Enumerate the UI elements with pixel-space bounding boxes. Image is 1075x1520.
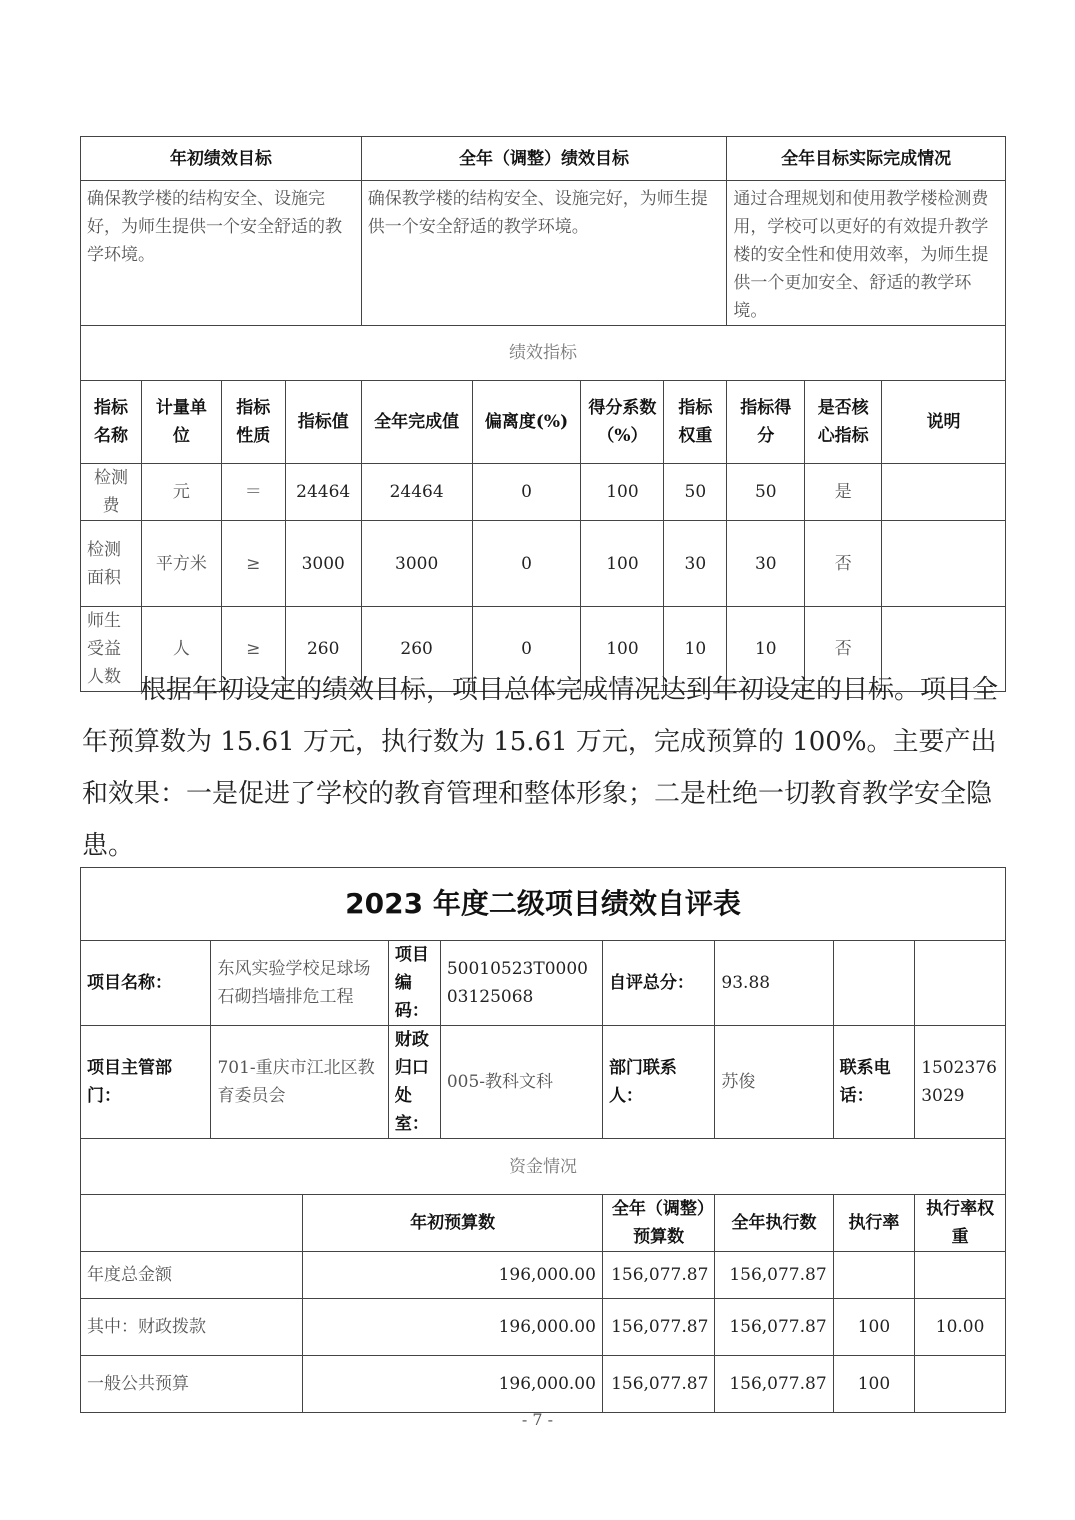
- project-code-value: 50010523T000003125068: [440, 941, 602, 1026]
- col-target: 指标值: [285, 381, 361, 464]
- table-title: 2023 年度二级项目绩效自评表: [81, 868, 1006, 941]
- fund-adjusted: 156,077.87: [602, 1356, 714, 1413]
- col-deviation: 偏离度(%): [472, 381, 581, 464]
- fund-label: 年度总金额: [81, 1252, 303, 1299]
- fund-col-weight: 执行率权重: [915, 1195, 1006, 1252]
- cell-unit: 人: [141, 607, 221, 692]
- cell-target: 3000: [285, 521, 361, 607]
- dept-value: 701-重庆市江北区教育委员会: [211, 1026, 388, 1139]
- fund-adjusted: 156,077.87: [602, 1299, 714, 1356]
- contact-label: 部门联系人：: [602, 1026, 714, 1139]
- empty-cell: [833, 941, 915, 1026]
- cell-weight: 30: [664, 521, 727, 607]
- fund-executed: 156,077.87: [715, 1356, 833, 1413]
- self-evaluation-table: [80, 867, 1006, 1413]
- project-name-label: 项目名称：: [81, 941, 211, 1026]
- cell-core: 是: [805, 464, 882, 521]
- score-value: 93.88: [715, 941, 833, 1026]
- fund-col-initial: 年初预算数: [303, 1195, 603, 1252]
- summary-paragraph: [82, 664, 1008, 872]
- fund-label: 一般公共预算: [81, 1356, 303, 1413]
- cell-target: 24464: [285, 464, 361, 521]
- cell-weight: 50: [664, 464, 727, 521]
- fund-initial: 196,000.00: [303, 1299, 603, 1356]
- project-code-label: 项目编码：: [388, 941, 440, 1026]
- empty-cell: [915, 941, 1006, 1026]
- cell-coefficient: 100: [581, 607, 664, 692]
- phone-label: 联系电话：: [833, 1026, 915, 1139]
- fund-weight: 10.00: [915, 1299, 1006, 1356]
- cell-coefficient: 100: [581, 521, 664, 607]
- cell-note: [882, 464, 1006, 521]
- cell-coefficient: 100: [581, 464, 664, 521]
- fund-adjusted: 156,077.87: [602, 1252, 714, 1299]
- fund-col-blank: [81, 1195, 303, 1252]
- table-row: [81, 464, 1006, 521]
- cell-score: 10: [727, 607, 805, 692]
- summary-text: 根据年初设定的绩效目标，项目总体完成情况达到年初设定的目标。项目全年预算数为 15.61 万元，执行数为 15.61 万元，完成预算的 100%。主要产出和效果：一是促进了学校的教育管理和整体形象；二是杜绝一切教育教学安全隐患。: [82, 675, 999, 861]
- cell-core: 否: [805, 607, 882, 692]
- cell-score: 30: [727, 521, 805, 607]
- fund-row: [81, 1252, 1006, 1299]
- phone-value: 15023763029: [915, 1026, 1006, 1139]
- col-actual: 全年完成值: [361, 381, 472, 464]
- actual-completion-text: 通过合理规划和使用教学楼检测费用，学校可以更好的有效提升教学楼的安全性和使用效率，为师生提供一个更加安全、舒适的教学环境。: [727, 181, 1006, 326]
- fund-weight: [915, 1252, 1006, 1299]
- col-weight: 指标权重: [664, 381, 727, 464]
- page-number: - 7 -: [521, 1410, 554, 1429]
- table-row: [81, 521, 1006, 607]
- initial-goal-text: 确保教学楼的结构安全、设施完好，为师生提供一个安全舒适的教学环境。: [81, 181, 362, 326]
- fund-label: 其中：财政拨款: [81, 1299, 303, 1356]
- cell-weight: 10: [664, 607, 727, 692]
- dept-label: 项目主管部门：: [81, 1026, 211, 1139]
- cell-name: 师生受益人数: [81, 607, 142, 692]
- col-core: 是否核心指标: [805, 381, 882, 464]
- fund-row: [81, 1356, 1006, 1413]
- score-label: 自评总分：: [602, 941, 714, 1026]
- finance-value: 005-教科文科: [440, 1026, 602, 1139]
- cell-name: 检测费: [81, 464, 142, 521]
- section-performance-indicators: 绩效指标: [81, 326, 1006, 381]
- cell-nature: ＝: [221, 464, 285, 521]
- adjusted-goal-text: 确保教学楼的结构安全、设施完好，为师生提供一个安全舒适的教学环境。: [361, 181, 727, 326]
- contact-value: 苏俊: [715, 1026, 833, 1139]
- col-score: 指标得分: [727, 381, 805, 464]
- cell-deviation: 0: [472, 607, 581, 692]
- performance-goals-table: [80, 136, 1006, 692]
- fund-col-executed: 全年执行数: [715, 1195, 833, 1252]
- cell-actual: 24464: [361, 464, 472, 521]
- cell-note: [882, 521, 1006, 607]
- col-unit: 计量单位: [141, 381, 221, 464]
- fund-col-rate: 执行率: [833, 1195, 915, 1252]
- header-initial-goal: 年初绩效目标: [81, 137, 362, 181]
- cell-deviation: 0: [472, 521, 581, 607]
- col-note: 说明: [882, 381, 1006, 464]
- fund-executed: 156,077.87: [715, 1252, 833, 1299]
- cell-deviation: 0: [472, 464, 581, 521]
- finance-label: 财政归口处室：: [388, 1026, 440, 1139]
- cell-nature: ≥: [221, 521, 285, 607]
- cell-target: 260: [285, 607, 361, 692]
- project-name-value: 东风实验学校足球场石砌挡墙排危工程: [211, 941, 388, 1026]
- fund-row: [81, 1299, 1006, 1356]
- col-indicator-name: 指标名称: [81, 381, 142, 464]
- cell-score: 50: [727, 464, 805, 521]
- cell-unit: 元: [141, 464, 221, 521]
- col-coefficient: 得分系数（%）: [581, 381, 664, 464]
- cell-actual: 3000: [361, 521, 472, 607]
- fund-initial: 196,000.00: [303, 1356, 603, 1413]
- cell-actual: 260: [361, 607, 472, 692]
- fund-rate: [833, 1252, 915, 1299]
- fund-col-adjusted: 全年（调整）预算数: [602, 1195, 714, 1252]
- cell-name: 检测面积: [81, 521, 142, 607]
- fund-rate: 100: [833, 1299, 915, 1356]
- fund-rate: 100: [833, 1356, 915, 1413]
- cell-unit: 平方米: [141, 521, 221, 607]
- cell-core: 否: [805, 521, 882, 607]
- col-nature: 指标性质: [221, 381, 285, 464]
- fund-weight: [915, 1356, 1006, 1413]
- section-funds: 资金情况: [81, 1139, 1006, 1195]
- header-adjusted-goal: 全年（调整）绩效目标: [361, 137, 727, 181]
- cell-nature: ≥: [221, 607, 285, 692]
- header-actual-completion: 全年目标实际完成情况: [727, 137, 1006, 181]
- fund-executed: 156,077.87: [715, 1299, 833, 1356]
- fund-initial: 196,000.00: [303, 1252, 603, 1299]
